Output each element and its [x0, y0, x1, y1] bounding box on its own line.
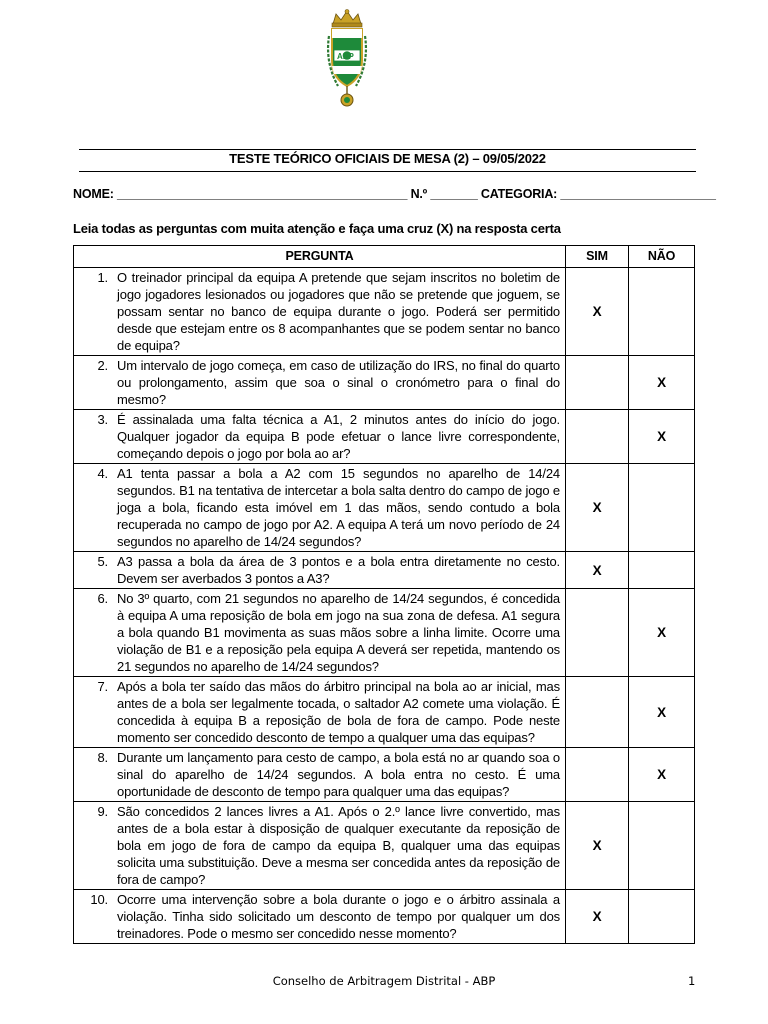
- question-text: Após a bola ter saído das mãos do árbitro principal na bola ao ar inicial, mas antes de a bola ser legalmente tocada, o saltador A2 comete uma violação. É concedida à equipa B a reposição de bola de fora de campo. Pode neste momento ser concedido desconto de tempo a qualquer uma das equipas?: [117, 679, 560, 745]
- table-row: [74, 356, 695, 410]
- answer-no-cell[interactable]: [629, 890, 695, 944]
- categoria-field[interactable]: _______________________: [560, 187, 716, 201]
- answer-yes-cell[interactable]: X: [566, 802, 629, 890]
- answer-no-cell[interactable]: [629, 268, 695, 356]
- answer-no-cell[interactable]: X: [629, 589, 695, 677]
- questions-table: [73, 245, 695, 944]
- question-cell: [74, 410, 566, 464]
- answer-yes-cell[interactable]: X: [566, 464, 629, 552]
- question-text: São concedidos 2 lances livres a A1. Após o 2.º lance livre convertido, mas antes de a bola estar à disposição de qualquer executante da reposição de bola em jogo de fora de campo da equipa B, qualquer uma das equipas solicita uma substituição. Deve a mesma ser concedida antes da reposição de fora de campo?: [117, 804, 560, 887]
- answer-yes-cell[interactable]: [566, 356, 629, 410]
- table-row: [74, 268, 695, 356]
- question-cell: [74, 677, 566, 748]
- table-row: [74, 890, 695, 944]
- footer-text: Conselho de Arbitragem Distrital - ABP: [272, 974, 496, 988]
- instructions: Leia todas as perguntas com muita atenção e faça uma cruz (X) na resposta certa: [73, 221, 561, 236]
- header-no: NÃO: [629, 246, 695, 268]
- header-bottom-rule: [79, 171, 696, 172]
- crest-initials: ABP: [337, 52, 354, 61]
- answer-yes-cell[interactable]: [566, 589, 629, 677]
- question-number: 6.: [97, 591, 108, 606]
- table-row: [74, 464, 695, 552]
- table-row: [74, 748, 695, 802]
- answer-yes-cell[interactable]: X: [566, 890, 629, 944]
- header-question: PERGUNTA: [74, 246, 566, 268]
- answer-yes-cell[interactable]: [566, 410, 629, 464]
- question-cell: [74, 589, 566, 677]
- answer-yes-cell[interactable]: X: [566, 268, 629, 356]
- question-text: A1 tenta passar a bola a A2 com 15 segundos no aparelho de 14/24 segundos. B1 na tentativa de intercetar a bola salta dentro do campo de jogo e joga a bola, ficando esta imóvel em 1 das mãos, sendo contudo a bola recuperada no campo de jogo por A2. A equipa A terá um novo período de 24 segundos no aparelho de 14/24 segundos?: [117, 466, 560, 549]
- questions-body: [74, 268, 695, 944]
- question-cell: [74, 890, 566, 944]
- table-row: [74, 410, 695, 464]
- answer-no-cell[interactable]: [629, 464, 695, 552]
- answer-yes-cell[interactable]: [566, 748, 629, 802]
- answer-no-cell[interactable]: X: [629, 410, 695, 464]
- table-row: [74, 552, 695, 589]
- question-number: 8.: [97, 750, 108, 765]
- categoria-label: CATEGORIA:: [480, 187, 558, 201]
- question-text: Durante um lançamento para cesto de campo, a bola está no ar quando soa o sinal do aparelho de 14/24 segundos. A bola entra no cesto. É uma oportunidade de desconto de tempo para qualquer uma das equipas?: [117, 750, 560, 799]
- question-cell: [74, 552, 566, 589]
- question-text: É assinalada uma falta técnica a A1, 2 minutos antes do início do jogo. Qualquer jogador da equipa B pode efetuar o lance livre correspondente, começando depois o jogo por bola ao ar?: [117, 412, 560, 461]
- question-text: O treinador principal da equipa A pretende que sejam inscritos no boletim de jogo jogadores lesionados ou jogadores que não se pretende que joguem, se possam sentar no banco de equipa durante o jogo. Poderá ser permitido desde que estejam entre os 8 acompanhantes que se podem sentar no banco de equipa?: [117, 270, 560, 353]
- question-cell: [74, 802, 566, 890]
- question-number: 2.: [97, 358, 108, 373]
- question-text: Ocorre uma intervenção sobre a bola durante o jogo e o árbitro assinala a violação. Tinha sido solicitado um desconto de tempo por qualquer um dos treinadores. Pode o mesmo ser concedido nesse momento?: [117, 892, 560, 941]
- answer-no-cell[interactable]: X: [629, 677, 695, 748]
- question-cell: [74, 356, 566, 410]
- question-text: A3 passa a bola da área de 3 pontos e a bola entra diretamente no cesto. Devem ser averbados 3 pontos a A3?: [117, 554, 560, 586]
- question-cell: [74, 268, 566, 356]
- question-number: 5.: [97, 554, 108, 569]
- nome-label: NOME:: [73, 187, 114, 201]
- table-row: [74, 677, 695, 748]
- answer-no-cell[interactable]: X: [629, 356, 695, 410]
- answer-yes-cell[interactable]: X: [566, 552, 629, 589]
- question-number: 1.: [97, 270, 108, 285]
- question-cell: [74, 464, 566, 552]
- question-number: 4.: [97, 466, 108, 481]
- table-header-row: [74, 246, 695, 268]
- table-row: [74, 589, 695, 677]
- page-title: TESTE TEÓRICO OFICIAIS DE MESA (2) – 09/05/2022: [229, 151, 546, 166]
- numero-label: N.º: [410, 187, 428, 201]
- question-number: 7.: [97, 679, 108, 694]
- header-yes: SIM: [566, 246, 629, 268]
- answer-no-cell[interactable]: X: [629, 748, 695, 802]
- question-number: 9.: [97, 804, 108, 819]
- table-row: [74, 802, 695, 890]
- answer-no-cell[interactable]: [629, 552, 695, 589]
- question-text: No 3º quarto, com 21 segundos no aparelho de 14/24 segundos, é concedida à equipa A uma reposição de bola em jogo na sua zona de defesa. A1 segura a bola quando B1 movimenta as suas mãos sobre a linha limite. Ocorre uma violação de B1 e a reposição pela equipa A deverá ser repetida, mantendo os 21 segundos no aparelho de 14/24 segundos?: [117, 591, 560, 674]
- question-number: 10.: [90, 892, 108, 907]
- numero-field[interactable]: _______: [430, 187, 478, 201]
- nome-field[interactable]: ___________________________________________: [116, 187, 408, 201]
- answer-yes-cell[interactable]: [566, 677, 629, 748]
- question-cell: [74, 748, 566, 802]
- page-number: 1: [688, 974, 696, 988]
- answer-no-cell[interactable]: [629, 802, 695, 890]
- question-number: 3.: [97, 412, 108, 427]
- header-top-rule: [79, 149, 696, 150]
- student-info-form: [73, 187, 716, 201]
- question-text: Um intervalo de jogo começa, em caso de utilização do IRS, no final do quarto ou prolongamento, assim que soa o sinal o cronómetro para o final do mesmo?: [117, 358, 560, 407]
- abp-crest-logo: [324, 8, 370, 110]
